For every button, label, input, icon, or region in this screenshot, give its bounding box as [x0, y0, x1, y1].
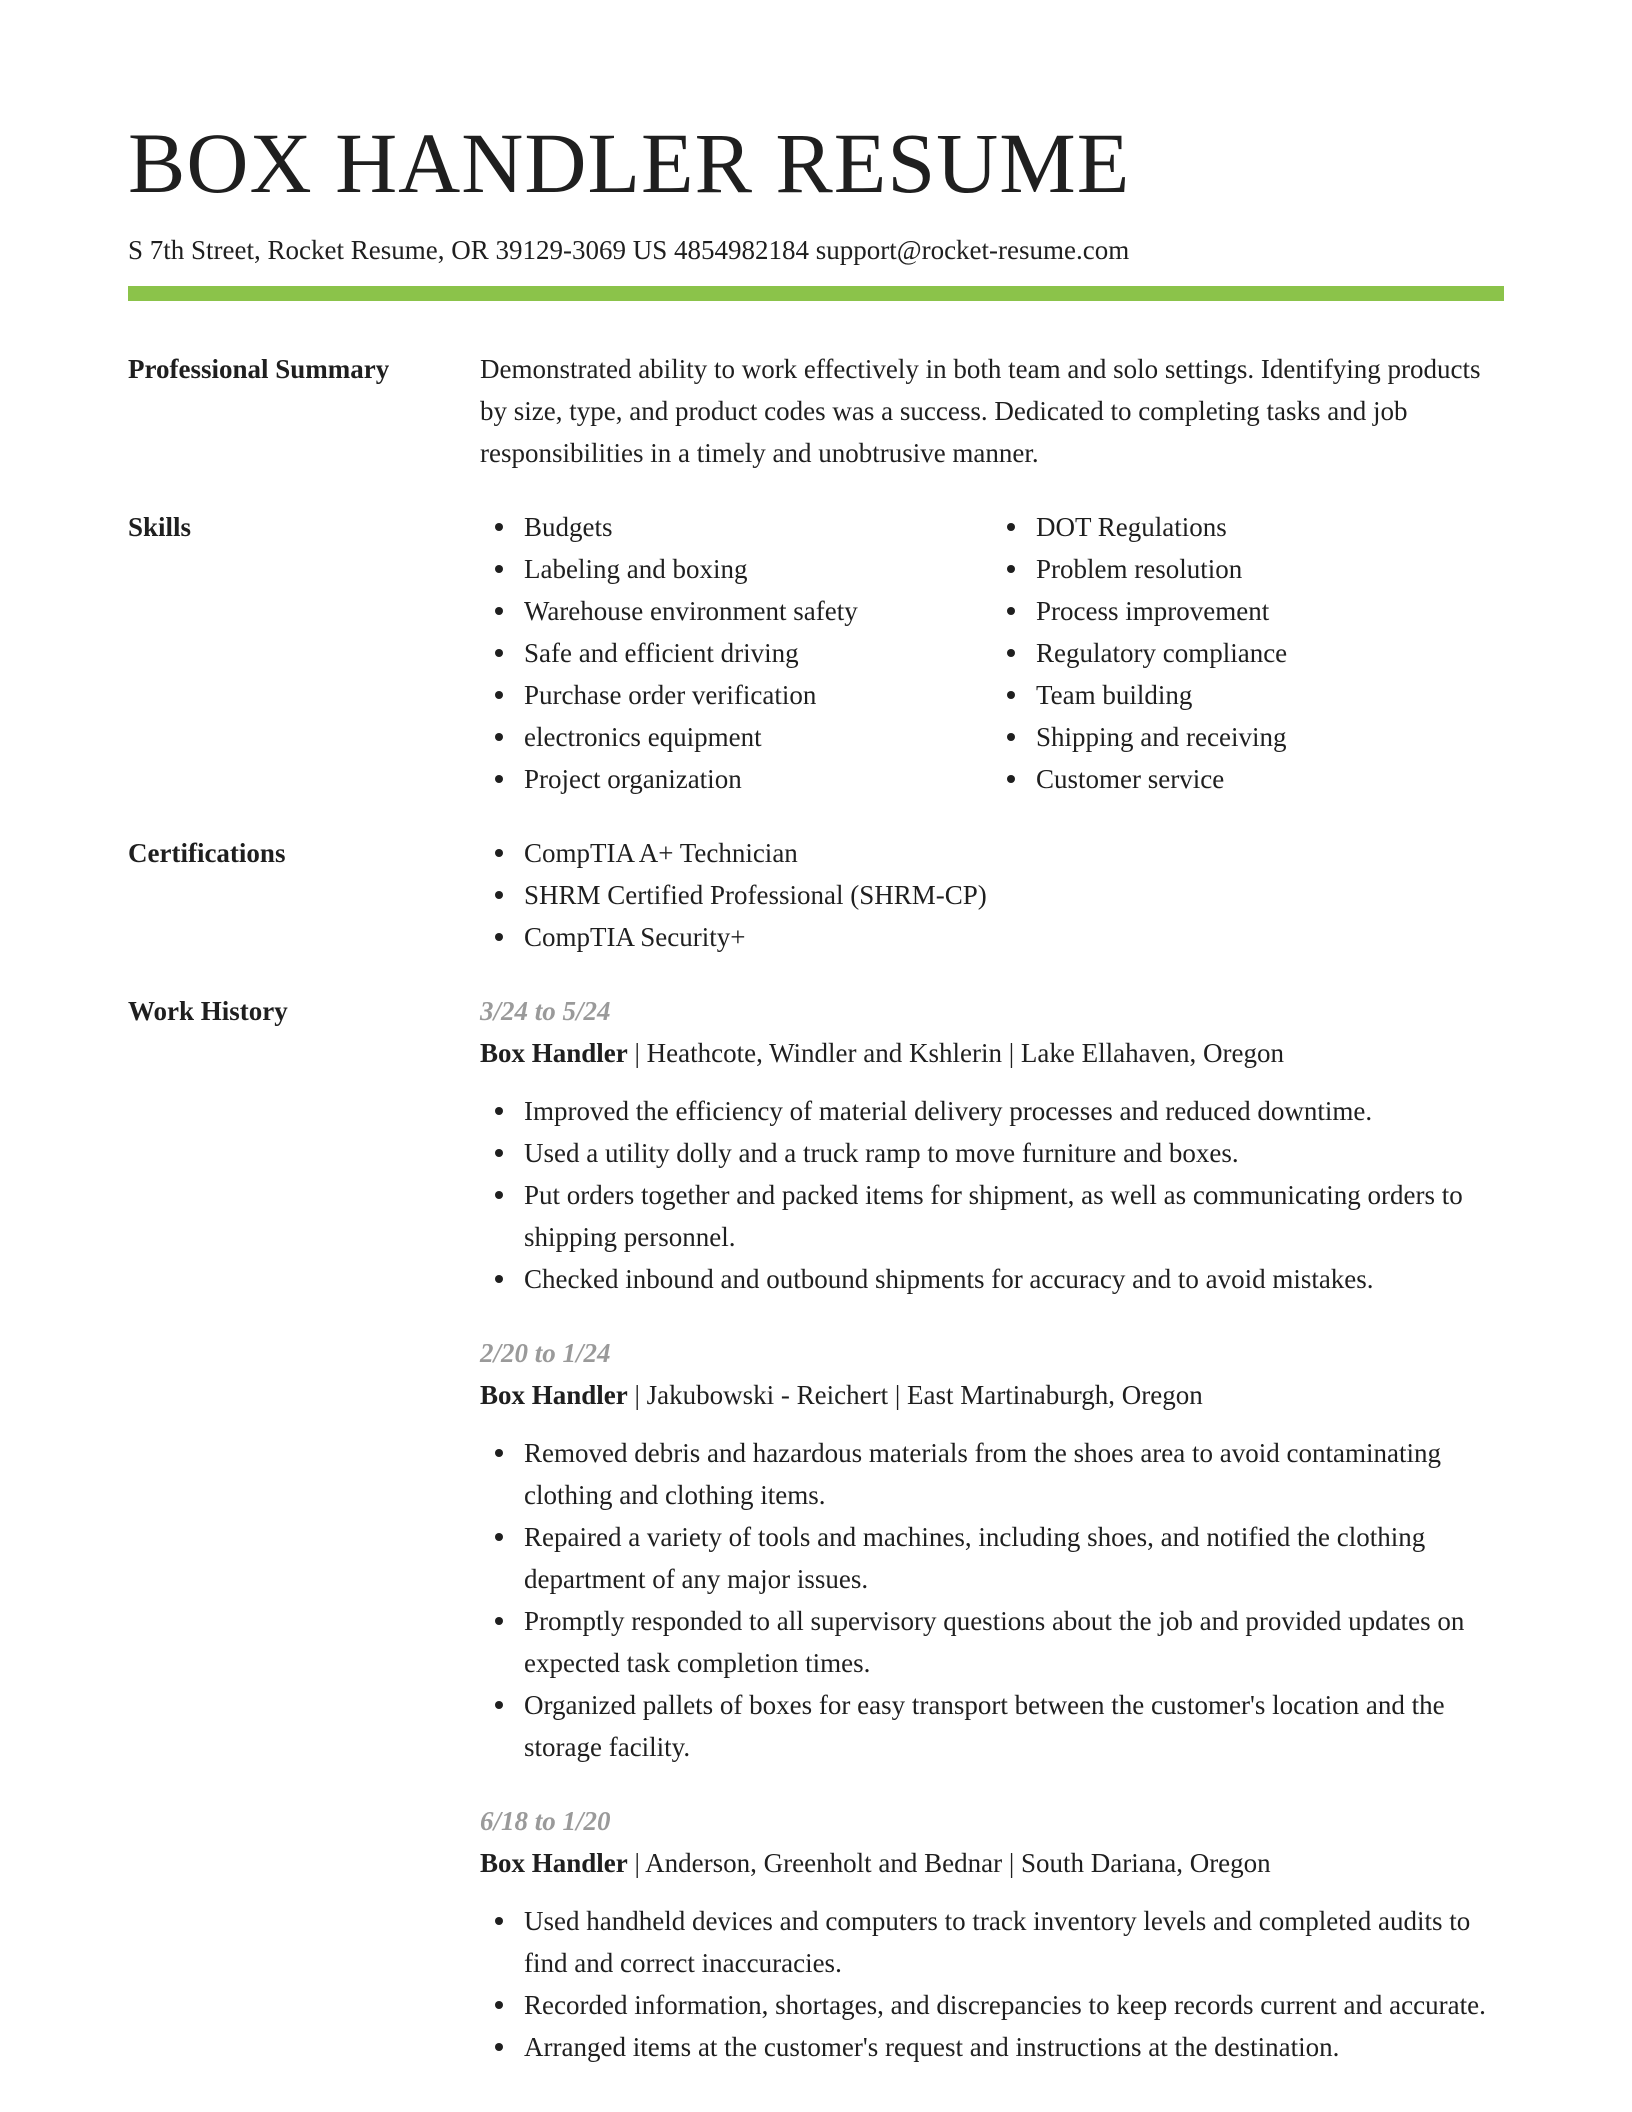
summary-text: Demonstrated ability to work effectively in both team and solo settings. Identifying products by size, type, and product codes was a success. Dedicated to completing tasks and job responsibilities in a timely and unobtrusive manner.: [480, 354, 1481, 468]
job-duties: [480, 1090, 1504, 1300]
job-duty: Organized pallets of boxes for easy transport between the customer's location and the storage facility.: [524, 1684, 1504, 1768]
resume-title: BOX HANDLER RESUME: [128, 115, 1131, 211]
job-duty: Checked inbound and outbound shipments for accuracy and to avoid mistakes.: [524, 1258, 1504, 1300]
job-entry: [480, 1800, 1504, 2068]
job-heading: [480, 1842, 1504, 1884]
job-duties: [480, 1900, 1504, 2068]
work-history-label: Work History: [128, 996, 288, 1026]
job-duty: Removed debris and hazardous materials from the shoes area to avoid contaminating clothing and clothing items.: [524, 1432, 1504, 1516]
job-duties: [480, 1432, 1504, 1768]
skill-item: Process improvement: [1036, 590, 1504, 632]
skill-item: Safe and efficient driving: [524, 632, 992, 674]
job-title: Box Handler: [480, 1380, 628, 1410]
job-duty: Repaired a variety of tools and machines, including shoes, and notified the clothing department of any major issues.: [524, 1516, 1504, 1600]
job-duty: Used a utility dolly and a truck ramp to move furniture and boxes.: [524, 1132, 1504, 1174]
skill-item: Budgets: [524, 506, 992, 548]
job-dates: 2/20 to 1/24: [480, 1338, 611, 1368]
skills-list-right: [992, 506, 1504, 800]
header-divider: [128, 286, 1504, 301]
job-entry: [480, 1332, 1504, 1768]
skills-columns: [480, 506, 1504, 800]
skill-item: Team building: [1036, 674, 1504, 716]
skill-item: Regulatory compliance: [1036, 632, 1504, 674]
summary-label: Professional Summary: [128, 354, 390, 384]
certifications-list: [480, 832, 1504, 958]
work-history-body: [480, 990, 1504, 2100]
skill-item: Problem resolution: [1036, 548, 1504, 590]
job-duty: Recorded information, shortages, and discrepancies to keep records current and accurate.: [524, 1984, 1504, 2026]
skills-label: Skills: [128, 512, 192, 542]
skill-item: Purchase order verification: [524, 674, 992, 716]
job-duty: Improved the efficiency of material delivery processes and reduced downtime.: [524, 1090, 1504, 1132]
job-employer-location: | Jakubowski - Reichert | East Martinaburgh, Oregon: [627, 1380, 1203, 1410]
job-dates: 3/24 to 5/24: [480, 996, 611, 1026]
skill-item: electronics equipment: [524, 716, 992, 758]
certification-item: CompTIA Security+: [524, 916, 1504, 958]
job-dates: 6/18 to 1/20: [480, 1806, 611, 1836]
skill-item: Warehouse environment safety: [524, 590, 992, 632]
skill-item: Labeling and boxing: [524, 548, 992, 590]
certifications-body: [480, 832, 1504, 958]
job-employer-location: | Anderson, Greenholt and Bednar | South Dariana, Oregon: [627, 1848, 1271, 1878]
skills-list-left: [480, 506, 992, 800]
certifications-label: Certifications: [128, 838, 286, 868]
job-duty: Promptly responded to all supervisory questions about the job and provided updates on expected task completion times.: [524, 1600, 1504, 1684]
skill-item: Customer service: [1036, 758, 1504, 800]
job-duty: Arranged items at the customer's request and instructions at the destination.: [524, 2026, 1504, 2068]
skill-item: DOT Regulations: [1036, 506, 1504, 548]
job-heading: [480, 1374, 1504, 1416]
job-entry: [480, 990, 1504, 1300]
skill-item: Project organization: [524, 758, 992, 800]
certification-item: SHRM Certified Professional (SHRM-CP): [524, 874, 1504, 916]
job-title: Box Handler: [480, 1848, 628, 1878]
job-duty: Used handheld devices and computers to track inventory levels and completed audits to find and correct inaccuracies.: [524, 1900, 1504, 1984]
job-employer-location: | Heathcote, Windler and Kshlerin | Lake Ellahaven, Oregon: [627, 1038, 1285, 1068]
contact-line: S 7th Street, Rocket Resume, OR 39129-3069 US 4854982184 support@rocket-resume.com: [128, 235, 1130, 265]
job-heading: [480, 1032, 1504, 1074]
certification-item: CompTIA A+ Technician: [524, 832, 1504, 874]
skill-item: Shipping and receiving: [1036, 716, 1504, 758]
job-title: Box Handler: [480, 1038, 628, 1068]
job-duty: Put orders together and packed items for shipment, as well as communicating orders to shipping personnel.: [524, 1174, 1504, 1258]
